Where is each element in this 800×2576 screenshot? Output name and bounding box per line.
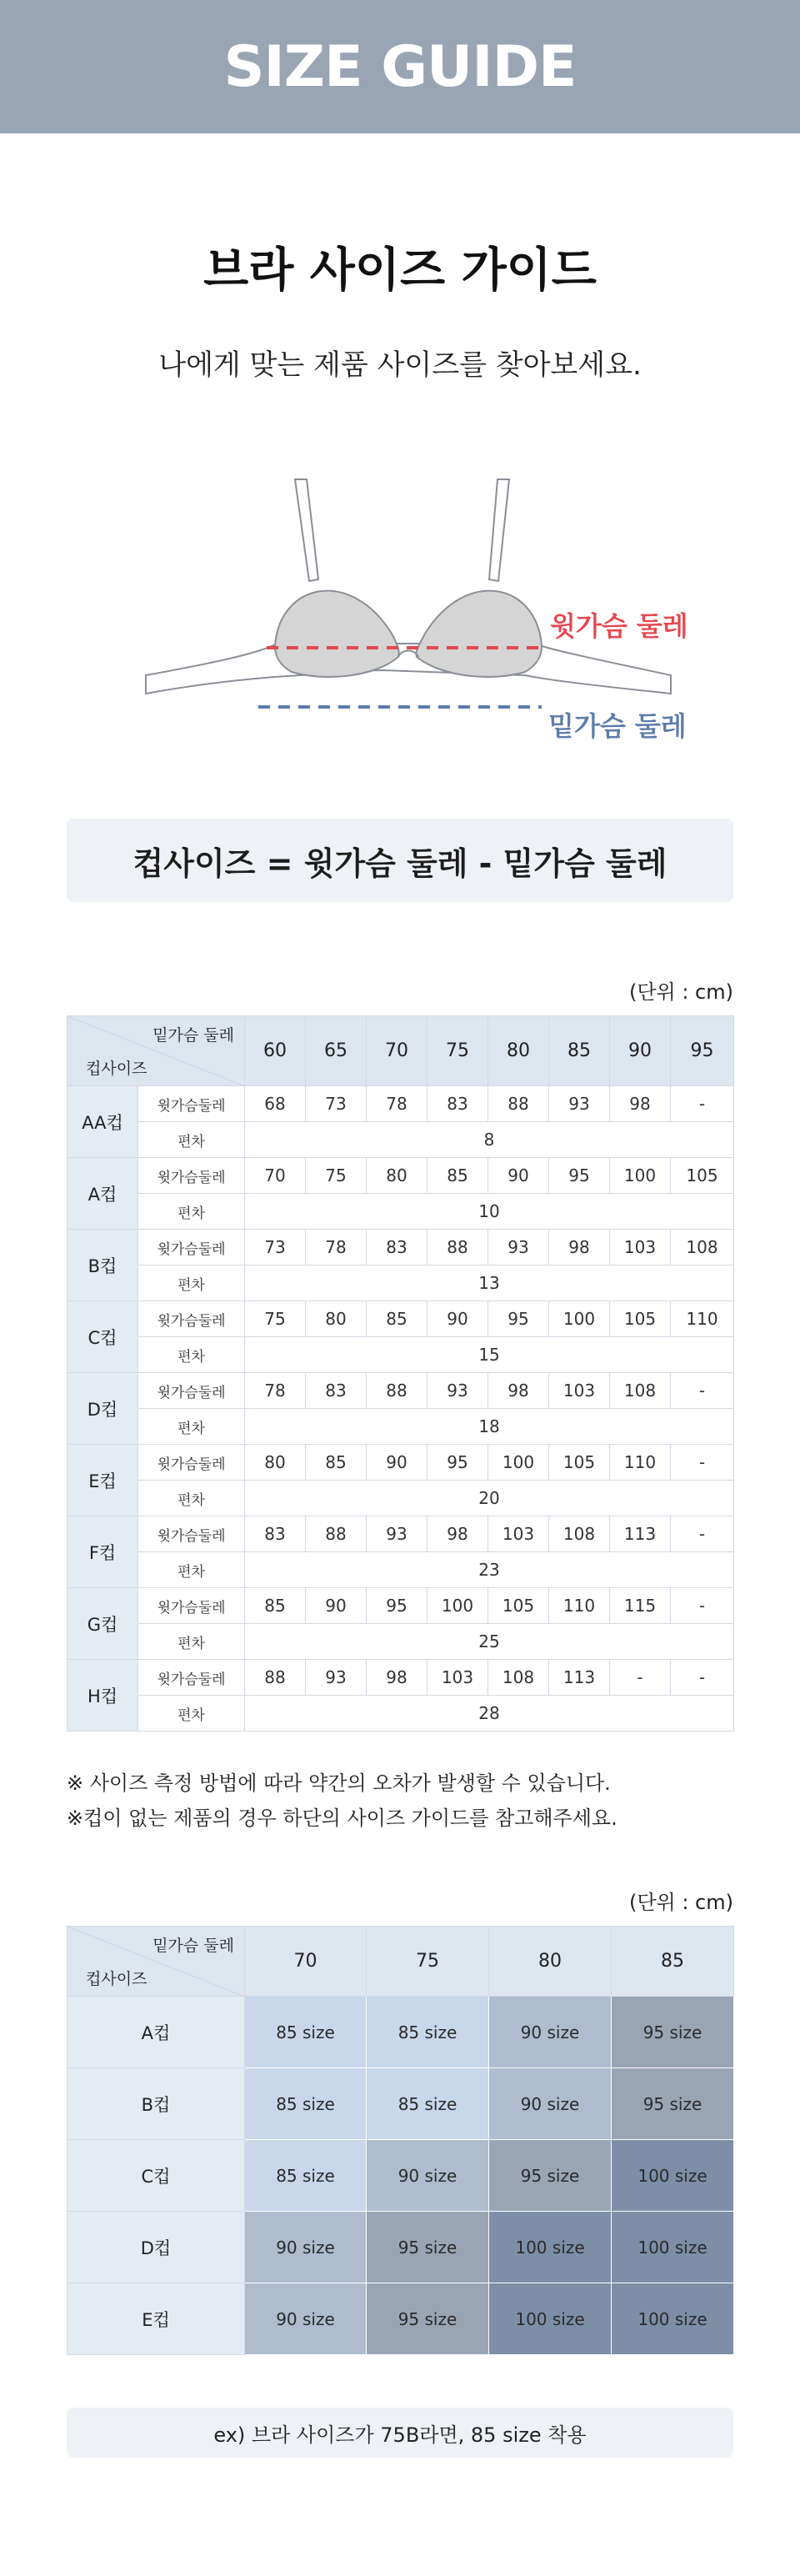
upper-bust-value: 108: [488, 1660, 549, 1696]
upper-bust-value: 115: [610, 1588, 671, 1624]
upper-bust-value: 78: [367, 1086, 428, 1122]
cup-label: A컵: [68, 1997, 245, 2068]
table-row: [68, 1409, 734, 1445]
product-size-value: 85 size: [245, 2068, 367, 2140]
table2-unit: (단위 : cm): [628, 1891, 733, 1914]
product-size-value: 85 size: [245, 1997, 367, 2068]
product-size-value: 100 size: [612, 2140, 734, 2212]
diff-row-label: 편차: [138, 1337, 245, 1373]
table-row: [68, 1194, 734, 1230]
page-title: 브라 사이즈 가이드: [203, 243, 597, 298]
table-row: [68, 1301, 734, 1337]
cup-size-formula: 컵사이즈 = 윗가슴 둘레 - 밑가슴 둘레: [67, 819, 733, 902]
table1-header-under: 밑가슴 둘레: [152, 1026, 234, 1045]
table2-column-header: 70: [245, 1927, 367, 1997]
upper-bust-row-label: 윗가슴둘레: [138, 1588, 245, 1624]
product-size-value: 90 size: [367, 2140, 489, 2212]
table-row: [68, 2283, 734, 2355]
cup-label: F컵: [68, 1516, 138, 1588]
diff-value: 8: [245, 1122, 734, 1158]
size-notes: [67, 1766, 618, 1836]
product-size-value: 90 size: [489, 2068, 612, 2140]
table1-header-corner: [68, 1016, 245, 1086]
diff-row-label: 편차: [138, 1481, 245, 1516]
diff-row-label: 편차: [138, 1696, 245, 1732]
cup-label: B컵: [68, 1230, 138, 1301]
product-size-value: 85 size: [245, 2140, 367, 2212]
upper-bust-value: 98: [367, 1660, 428, 1696]
table-row: [68, 1337, 734, 1373]
table-row: [68, 1230, 734, 1265]
upper-bust-value: 108: [671, 1230, 734, 1265]
table1-column-header: 70: [367, 1016, 428, 1086]
diff-row-label: 편차: [138, 1624, 245, 1660]
upper-bust-value: 105: [610, 1301, 671, 1337]
upper-bust-value: 88: [306, 1516, 367, 1552]
cup-label: H컵: [68, 1660, 138, 1732]
table-row: [68, 1516, 734, 1552]
upper-bust-value: 80: [306, 1301, 367, 1337]
upper-bust-value: 110: [549, 1588, 610, 1624]
upper-bust-value: 98: [549, 1230, 610, 1265]
upper-bust-value: 80: [367, 1158, 428, 1194]
upper-bust-value: 88: [488, 1086, 549, 1122]
product-size-table: [67, 1926, 734, 2355]
diff-value: 13: [245, 1265, 734, 1301]
note-line: ※ 사이즈 측정 방법에 따라 약간의 오차가 발생할 수 있습니다.: [67, 1772, 611, 1795]
product-size-value: 95 size: [367, 2283, 489, 2355]
product-size-value: 95 size: [612, 1997, 734, 2068]
upper-bust-row-label: 윗가슴둘레: [138, 1301, 245, 1337]
upper-bust-value: 98: [428, 1516, 488, 1552]
upper-bust-label: 윗가슴 둘레: [550, 610, 688, 642]
upper-bust-value: 73: [306, 1086, 367, 1122]
upper-bust-value: 103: [549, 1373, 610, 1409]
upper-bust-value: 78: [245, 1373, 306, 1409]
upper-bust-value: 78: [306, 1230, 367, 1265]
cup-label: B컵: [68, 2068, 245, 2140]
upper-bust-value: 105: [488, 1588, 549, 1624]
cup-label: AA컵: [68, 1086, 138, 1158]
product-size-value: 100 size: [612, 2283, 734, 2355]
table-row: [68, 1445, 734, 1481]
upper-bust-value: 93: [488, 1230, 549, 1265]
diff-row-label: 편차: [138, 1265, 245, 1301]
upper-bust-value: 85: [245, 1588, 306, 1624]
upper-bust-value: -: [671, 1660, 734, 1696]
upper-bust-row-label: 윗가슴둘레: [138, 1158, 245, 1194]
table-row: [68, 1624, 734, 1660]
upper-bust-value: 68: [245, 1086, 306, 1122]
product-size-value: 100 size: [612, 2212, 734, 2283]
table1-column-header: 60: [245, 1016, 306, 1086]
cup-label: G컵: [68, 1588, 138, 1660]
upper-bust-row-label: 윗가슴둘레: [138, 1373, 245, 1409]
upper-bust-value: 88: [428, 1230, 488, 1265]
header-banner: [0, 0, 800, 133]
upper-bust-value: 98: [610, 1086, 671, 1122]
cup-label: D컵: [68, 2212, 245, 2283]
cup-label: C컵: [68, 2140, 245, 2212]
upper-bust-row-label: 윗가슴둘레: [138, 1516, 245, 1552]
table2-column-header: 80: [489, 1927, 612, 1997]
upper-bust-value: 85: [428, 1158, 488, 1194]
table-row: [68, 1158, 734, 1194]
upper-bust-value: 105: [671, 1158, 734, 1194]
upper-bust-row-label: 윗가슴둘레: [138, 1230, 245, 1265]
upper-bust-value: 95: [428, 1445, 488, 1481]
upper-bust-value: 88: [367, 1373, 428, 1409]
upper-bust-value: 103: [488, 1516, 549, 1552]
upper-bust-value: 83: [245, 1516, 306, 1552]
upper-bust-value: 83: [367, 1230, 428, 1265]
cup-label: A컵: [68, 1158, 138, 1230]
upper-bust-row-label: 윗가슴둘레: [138, 1445, 245, 1481]
upper-bust-value: 95: [367, 1588, 428, 1624]
upper-bust-value: -: [610, 1660, 671, 1696]
table2-column-header: 75: [367, 1927, 489, 1997]
upper-bust-value: 83: [306, 1373, 367, 1409]
note-line: ※컵이 없는 제품의 경우 하단의 사이즈 가이드를 참고해주세요.: [67, 1807, 618, 1830]
upper-bust-value: 100: [428, 1588, 488, 1624]
upper-bust-value: 90: [488, 1158, 549, 1194]
upper-bust-value: -: [671, 1588, 734, 1624]
table1-unit: (단위 : cm): [628, 980, 733, 1004]
table2-header-cup: 컵사이즈: [86, 1970, 148, 1988]
upper-bust-value: 100: [488, 1445, 549, 1481]
product-size-value: 100 size: [489, 2283, 612, 2355]
table1-column-header: 80: [488, 1016, 549, 1086]
product-size-value: 90 size: [245, 2283, 367, 2355]
product-size-value: 85 size: [367, 2068, 489, 2140]
diff-value: 18: [245, 1409, 734, 1445]
upper-bust-value: 73: [245, 1230, 306, 1265]
upper-bust-value: 98: [488, 1373, 549, 1409]
upper-bust-row-label: 윗가슴둘레: [138, 1660, 245, 1696]
table-row: [68, 1122, 734, 1158]
table-row: [68, 1588, 734, 1624]
bra-size-table: [67, 1015, 734, 1732]
diff-row-label: 편차: [138, 1409, 245, 1445]
upper-bust-value: 90: [428, 1301, 488, 1337]
table-row: [68, 1997, 734, 2068]
upper-bust-value: 75: [306, 1158, 367, 1194]
upper-bust-value: 95: [549, 1158, 610, 1194]
upper-bust-value: 93: [549, 1086, 610, 1122]
table-row: [68, 2212, 734, 2283]
size-example: ex) 브라 사이즈가 75B라면, 85 size 착용: [67, 2408, 733, 2458]
product-size-value: 100 size: [489, 2212, 612, 2283]
product-size-value: 90 size: [489, 1997, 612, 2068]
upper-bust-value: 108: [610, 1373, 671, 1409]
table1-header-cup: 컵사이즈: [86, 1060, 148, 1078]
upper-bust-value: 113: [549, 1660, 610, 1696]
upper-bust-value: 93: [306, 1660, 367, 1696]
upper-bust-value: 103: [428, 1660, 488, 1696]
upper-bust-value: 90: [306, 1588, 367, 1624]
upper-bust-value: -: [671, 1086, 734, 1122]
diff-value: 10: [245, 1194, 734, 1230]
header-title: SIZE GUIDE: [223, 33, 577, 100]
upper-bust-value: -: [671, 1516, 734, 1552]
upper-bust-value: 70: [245, 1158, 306, 1194]
upper-bust-value: 85: [306, 1445, 367, 1481]
product-size-value: 85 size: [367, 1997, 489, 2068]
upper-bust-value: 105: [549, 1445, 610, 1481]
table1-column-header: 90: [610, 1016, 671, 1086]
diff-value: 23: [245, 1552, 734, 1588]
table2-column-header: 85: [612, 1927, 734, 1997]
upper-bust-value: 95: [488, 1301, 549, 1337]
upper-bust-value: 88: [245, 1660, 306, 1696]
table-row: [68, 1552, 734, 1588]
under-bust-label: 밑가슴 둘레: [548, 710, 687, 742]
upper-bust-value: 113: [610, 1516, 671, 1552]
cup-label: D컵: [68, 1373, 138, 1445]
table1-column-header: 65: [306, 1016, 367, 1086]
cup-label: E컵: [68, 2283, 245, 2355]
upper-bust-value: 75: [245, 1301, 306, 1337]
upper-bust-value: 103: [610, 1230, 671, 1265]
upper-bust-value: 93: [367, 1516, 428, 1552]
upper-bust-value: 90: [367, 1445, 428, 1481]
product-size-value: 95 size: [367, 2212, 489, 2283]
diff-row-label: 편차: [138, 1122, 245, 1158]
diff-row-label: 편차: [138, 1552, 245, 1588]
upper-bust-value: 100: [610, 1158, 671, 1194]
diff-value: 25: [245, 1624, 734, 1660]
product-size-value: 95 size: [612, 2068, 734, 2140]
diff-row-label: 편차: [138, 1194, 245, 1230]
table1-column-header: 75: [428, 1016, 488, 1086]
table-row: [68, 2140, 734, 2212]
upper-bust-value: 108: [549, 1516, 610, 1552]
upper-bust-value: -: [671, 1373, 734, 1409]
table1-column-header: 95: [671, 1016, 734, 1086]
diff-value: 15: [245, 1337, 734, 1373]
upper-bust-value: 100: [549, 1301, 610, 1337]
product-size-value: 90 size: [245, 2212, 367, 2283]
cup-label: C컵: [68, 1301, 138, 1373]
table-row: [68, 1086, 734, 1122]
table-row: [68, 2068, 734, 2140]
diff-value: 28: [245, 1696, 734, 1732]
upper-bust-value: 93: [428, 1373, 488, 1409]
page-subtitle: 나에게 맞는 제품 사이즈를 찾아보세요.: [158, 348, 642, 382]
upper-bust-value: 83: [428, 1086, 488, 1122]
upper-bust-value: 85: [367, 1301, 428, 1337]
table-row: [68, 1696, 734, 1732]
upper-bust-value: 110: [610, 1445, 671, 1481]
table1-column-header: 85: [549, 1016, 610, 1086]
upper-bust-value: 80: [245, 1445, 306, 1481]
product-size-value: 95 size: [489, 2140, 612, 2212]
cup-label: E컵: [68, 1445, 138, 1516]
table-row: [68, 1660, 734, 1696]
upper-bust-value: -: [671, 1445, 734, 1481]
table2-header-corner: [68, 1927, 245, 1997]
table-row: [68, 1265, 734, 1301]
upper-bust-row-label: 윗가슴둘레: [138, 1086, 245, 1122]
table2-header-under: 밑가슴 둘레: [152, 1937, 234, 1955]
diff-value: 20: [245, 1481, 734, 1516]
upper-bust-value: 110: [671, 1301, 734, 1337]
table-row: [68, 1481, 734, 1516]
table-row: [68, 1373, 734, 1409]
